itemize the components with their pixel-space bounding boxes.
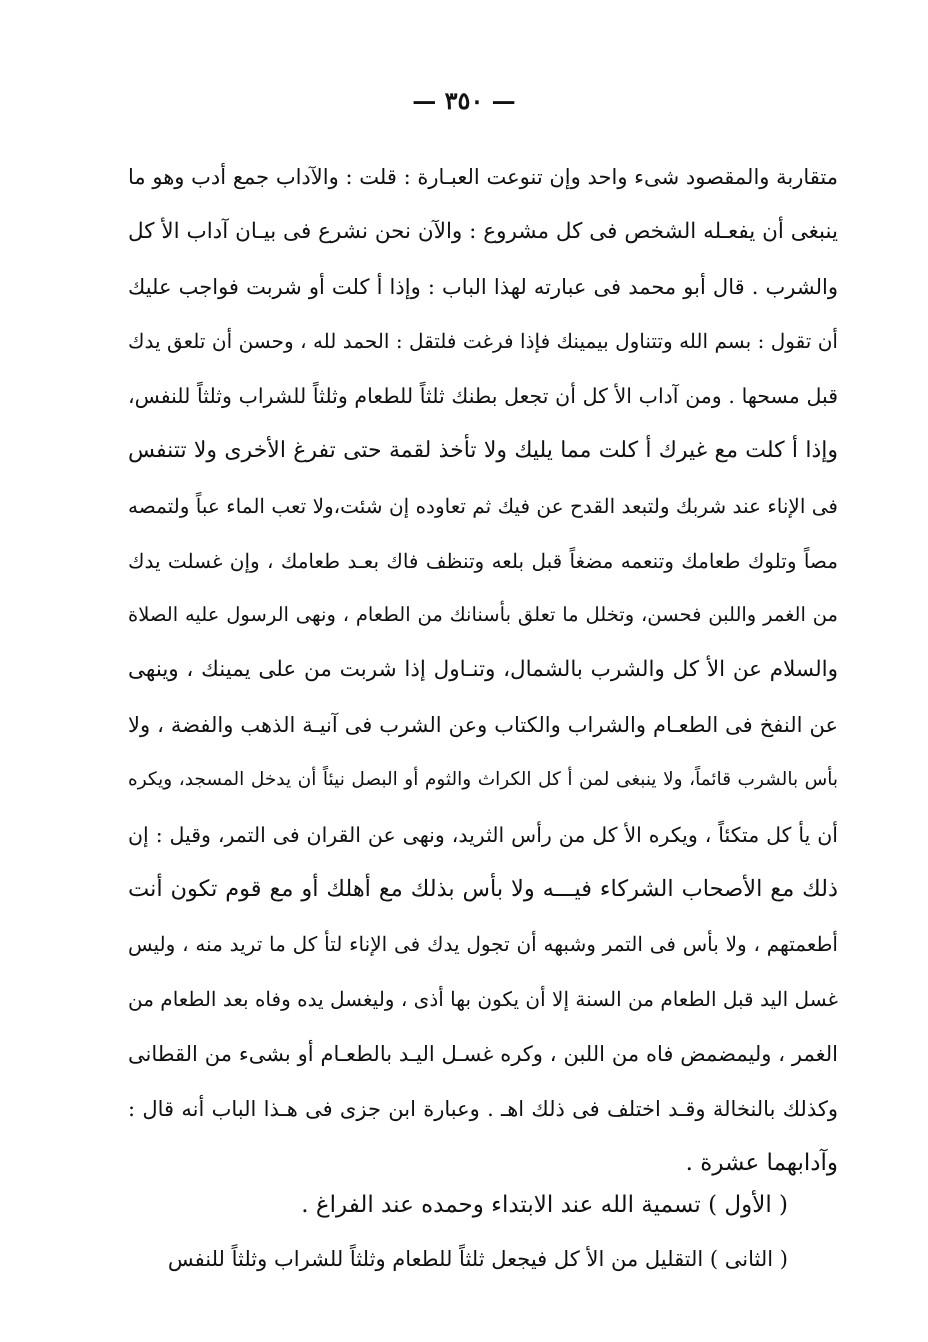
text-line: أن تقول : بسم الله وتتناول بيمينك فإذا فرغت فلتقل : الحمد لله ، وحسن أن تلعق يدك bbox=[128, 329, 838, 354]
body-paragraph bbox=[128, 150, 838, 1191]
page-number: — ٣٥٠ — bbox=[412, 86, 516, 115]
text-line: والشرب . قال أبو محمد فى عبارته لهذا الباب : وإذا أ كلت أو شربت فواجب عليك bbox=[128, 274, 838, 299]
text-line: والسلام عن الأ كل والشرب بالشمال، وتنـاول إذا شربت من على يمينك ، وينهى bbox=[128, 657, 838, 683]
list-item: ( الأول ) تسمية الله عند الابتداء وحمده عند الفراغ . bbox=[301, 1192, 788, 1218]
text-line: أطعمتهم ، ولا بأس فى التمر وشبهه أن تجول يدك فى الإناء لتأ كل ما تريد منه ، وليس bbox=[128, 932, 838, 957]
text-line: فى الإناء عند شربك ولتبعد القدح عن فيك ثم تعاوده إن شئت،ولا تعب الماء عباً ولتمصه bbox=[128, 493, 838, 518]
text-line: وإذا أ كلت مع غيرك أ كلت مما يليك ولا تأخذ لقمة حتى تفرغ الأخرى ولا تتنفس bbox=[128, 437, 838, 463]
text-line: أن يأ كل متكئاً ، ويكره الأ كل من رأس الثريد، ونهى عن القران فى التمر، وقيل : إن bbox=[128, 822, 838, 847]
text-line: مصاً وتلوك طعامك وتنعمه مضغاً قبل بلعه وتنظف فاك بعـد طعامك ، وإن غسلت يدك bbox=[128, 548, 838, 573]
text-line: غسل اليد قبل الطعام من السنة إلا أن يكون بها أذى ، وليغسل يده وفاه بعد الطعام من bbox=[128, 986, 838, 1011]
text-line-last: وآدابهما عشرة . bbox=[685, 1150, 838, 1177]
text-line: الغمر ، وليمضمض فاه من اللبن ، وكره غسـل اليـد بالطعـام أو بشىء من القطانى bbox=[128, 1041, 838, 1066]
text-line: عن النفخ فى الطعـام والشراب والكتاب وعن الشرب فى آنيـة الذهب والفضة ، ولا bbox=[128, 712, 838, 737]
list-item: ( الثانى ) التقليل من الأ كل فيجعل ثلثاً للطعام وثلثاً للشراب وثلثاً للنفس bbox=[167, 1247, 788, 1271]
text-line: بأس بالشرب قائماً، ولا ينبغى لمن أ كل الكراث والثوم أو البصل نيئاً أن يدخل المسجد، ويكره bbox=[128, 768, 838, 790]
text-line: وكذلك بالنخالة وقـد اختلف فى ذلك اهـ . وعبارة ابن جزى فى هـذا الباب أنه قال : bbox=[128, 1096, 838, 1121]
text-line: من الغمر واللبن فحسن، وتخلل ما تعلق بأسنانك من الطعام ، ونهى الرسول عليه الصلاة bbox=[128, 603, 838, 627]
text-line: ينبغى أن يفعـله الشخص فى كل مشروع : والآن نحن نشرع فى بيـان آداب الأ كل bbox=[128, 218, 838, 244]
text-line: قبل مسحها . ومن آداب الأ كل أن تجعل بطنك ثلثاً للطعام وثلثاً للشراب وثلثاً للنفس، bbox=[128, 384, 838, 409]
text-line: متقاربة والمقصود شىء واحد وإن تنوعت العبـارة : قلت : والآداب جمع أدب وهو ما bbox=[128, 165, 838, 189]
etiquette-list bbox=[160, 1178, 788, 1286]
text-line: ذلك مع الأصحاب الشركاء فيـــه ولا بأس بذلك مع أهلك أو مع قوم تكون أنت bbox=[128, 876, 838, 903]
